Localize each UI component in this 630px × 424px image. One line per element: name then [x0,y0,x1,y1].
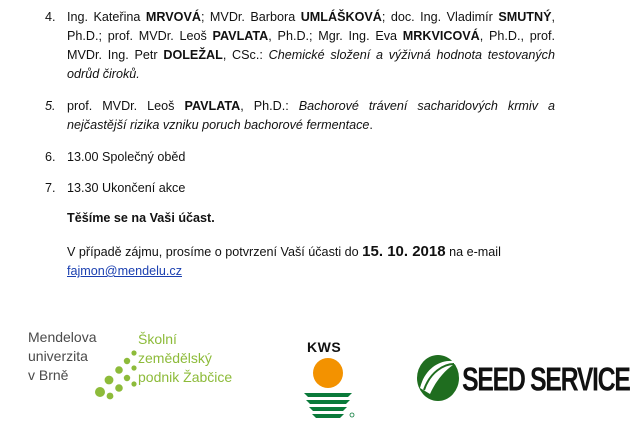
rsvp-date: 15. 10. 2018 [362,243,446,260]
email-link[interactable]: fajmon@mendelu.cz [67,264,182,278]
item-number: 6. [45,150,56,164]
rsvp-text: na e-mail [445,245,501,259]
logo-text-line: podnik Žabčice [138,369,233,385]
item-line [67,97,555,116]
kws-logo [302,339,358,419]
text: . [369,118,373,132]
surname: SMUTNÝ [498,10,552,24]
item-line [67,27,555,46]
surname: MRKVICOVÁ [402,29,480,43]
item-number: 7. [45,181,56,195]
item-body [67,148,555,167]
text: , Ph.D.: [240,99,299,113]
talk-title: nejčastější rizika vzniku poruch bachorové fermentace [67,118,370,132]
text: ; MVDr. Barbora [200,10,301,24]
rsvp-text: V případě zájmu, prosíme o potvrzení Vaší účasti do [67,245,363,259]
item-text: 13.00 Společný oběd [67,150,186,164]
dots-icon [94,350,138,400]
mendelu-logo [28,328,248,400]
surname: PAVLATA [184,99,241,113]
text: Ing. Kateřina [67,10,146,24]
text: prof. MVDr. Leoš [67,99,185,113]
logo-text-line: Školní [138,331,177,347]
item-line [67,46,555,65]
surname: UMLÁŠKOVÁ [300,10,382,24]
kws-wordmark: KWS [307,339,342,355]
program-item-4 [45,8,555,84]
surname: DOLEŽAL [163,48,223,62]
surname: PAVLATA [212,29,269,43]
item-body [67,8,555,84]
text: Ph.D.; prof. MVDr. Leoš [67,29,213,43]
item-line [67,65,555,84]
item-number: 5. [45,99,56,113]
item-body [67,97,555,135]
program-item-7 [45,179,555,199]
surname: MRVOVÁ [145,10,201,24]
text: , [551,10,555,24]
text: MVDr. Ing. Petr [67,48,164,62]
logo-text-line: Mendelova [28,329,97,345]
talk-title: odrůd čiroků. [67,67,140,81]
item-line [67,116,555,135]
rsvp-line [67,242,555,262]
closing-block [45,209,555,299]
text: ; doc. Ing. Vladimír [381,10,499,24]
closing-body [67,209,555,281]
item-text: 13.30 Ukončení akce [67,181,186,195]
item-number: 4. [45,10,56,24]
welcome-text [67,209,555,228]
seed-service-wordmark: SEED SERVICE [462,361,630,399]
item-body [67,179,555,198]
seed-leaf-icon [416,354,460,402]
program-item-5 [45,97,555,137]
seed-service-logo [416,353,630,403]
mendelu-wordmark [28,328,97,385]
talk-title: Bachorové trávení sacharidových krmiv a [298,99,555,113]
szp-wordmark [138,330,232,387]
program-item-6 [45,148,555,168]
text: , Ph.D.; Mgr. Ing. Eva [268,29,403,43]
kws-emblem-icon [302,357,358,419]
text: , CSc.: [222,48,269,62]
welcome-bold: Těšíme se na Vaši účast. [67,211,215,225]
text: , Ph.D., prof. [479,29,555,43]
email-line [67,262,555,281]
logo-text-line: zemědělský [138,350,212,366]
logo-text-line: univerzita [28,348,88,364]
talk-title: Chemické složení a výživná hodnota testovaných [268,48,555,62]
item-line [67,8,555,27]
logo-text-line: v Brně [28,367,69,383]
